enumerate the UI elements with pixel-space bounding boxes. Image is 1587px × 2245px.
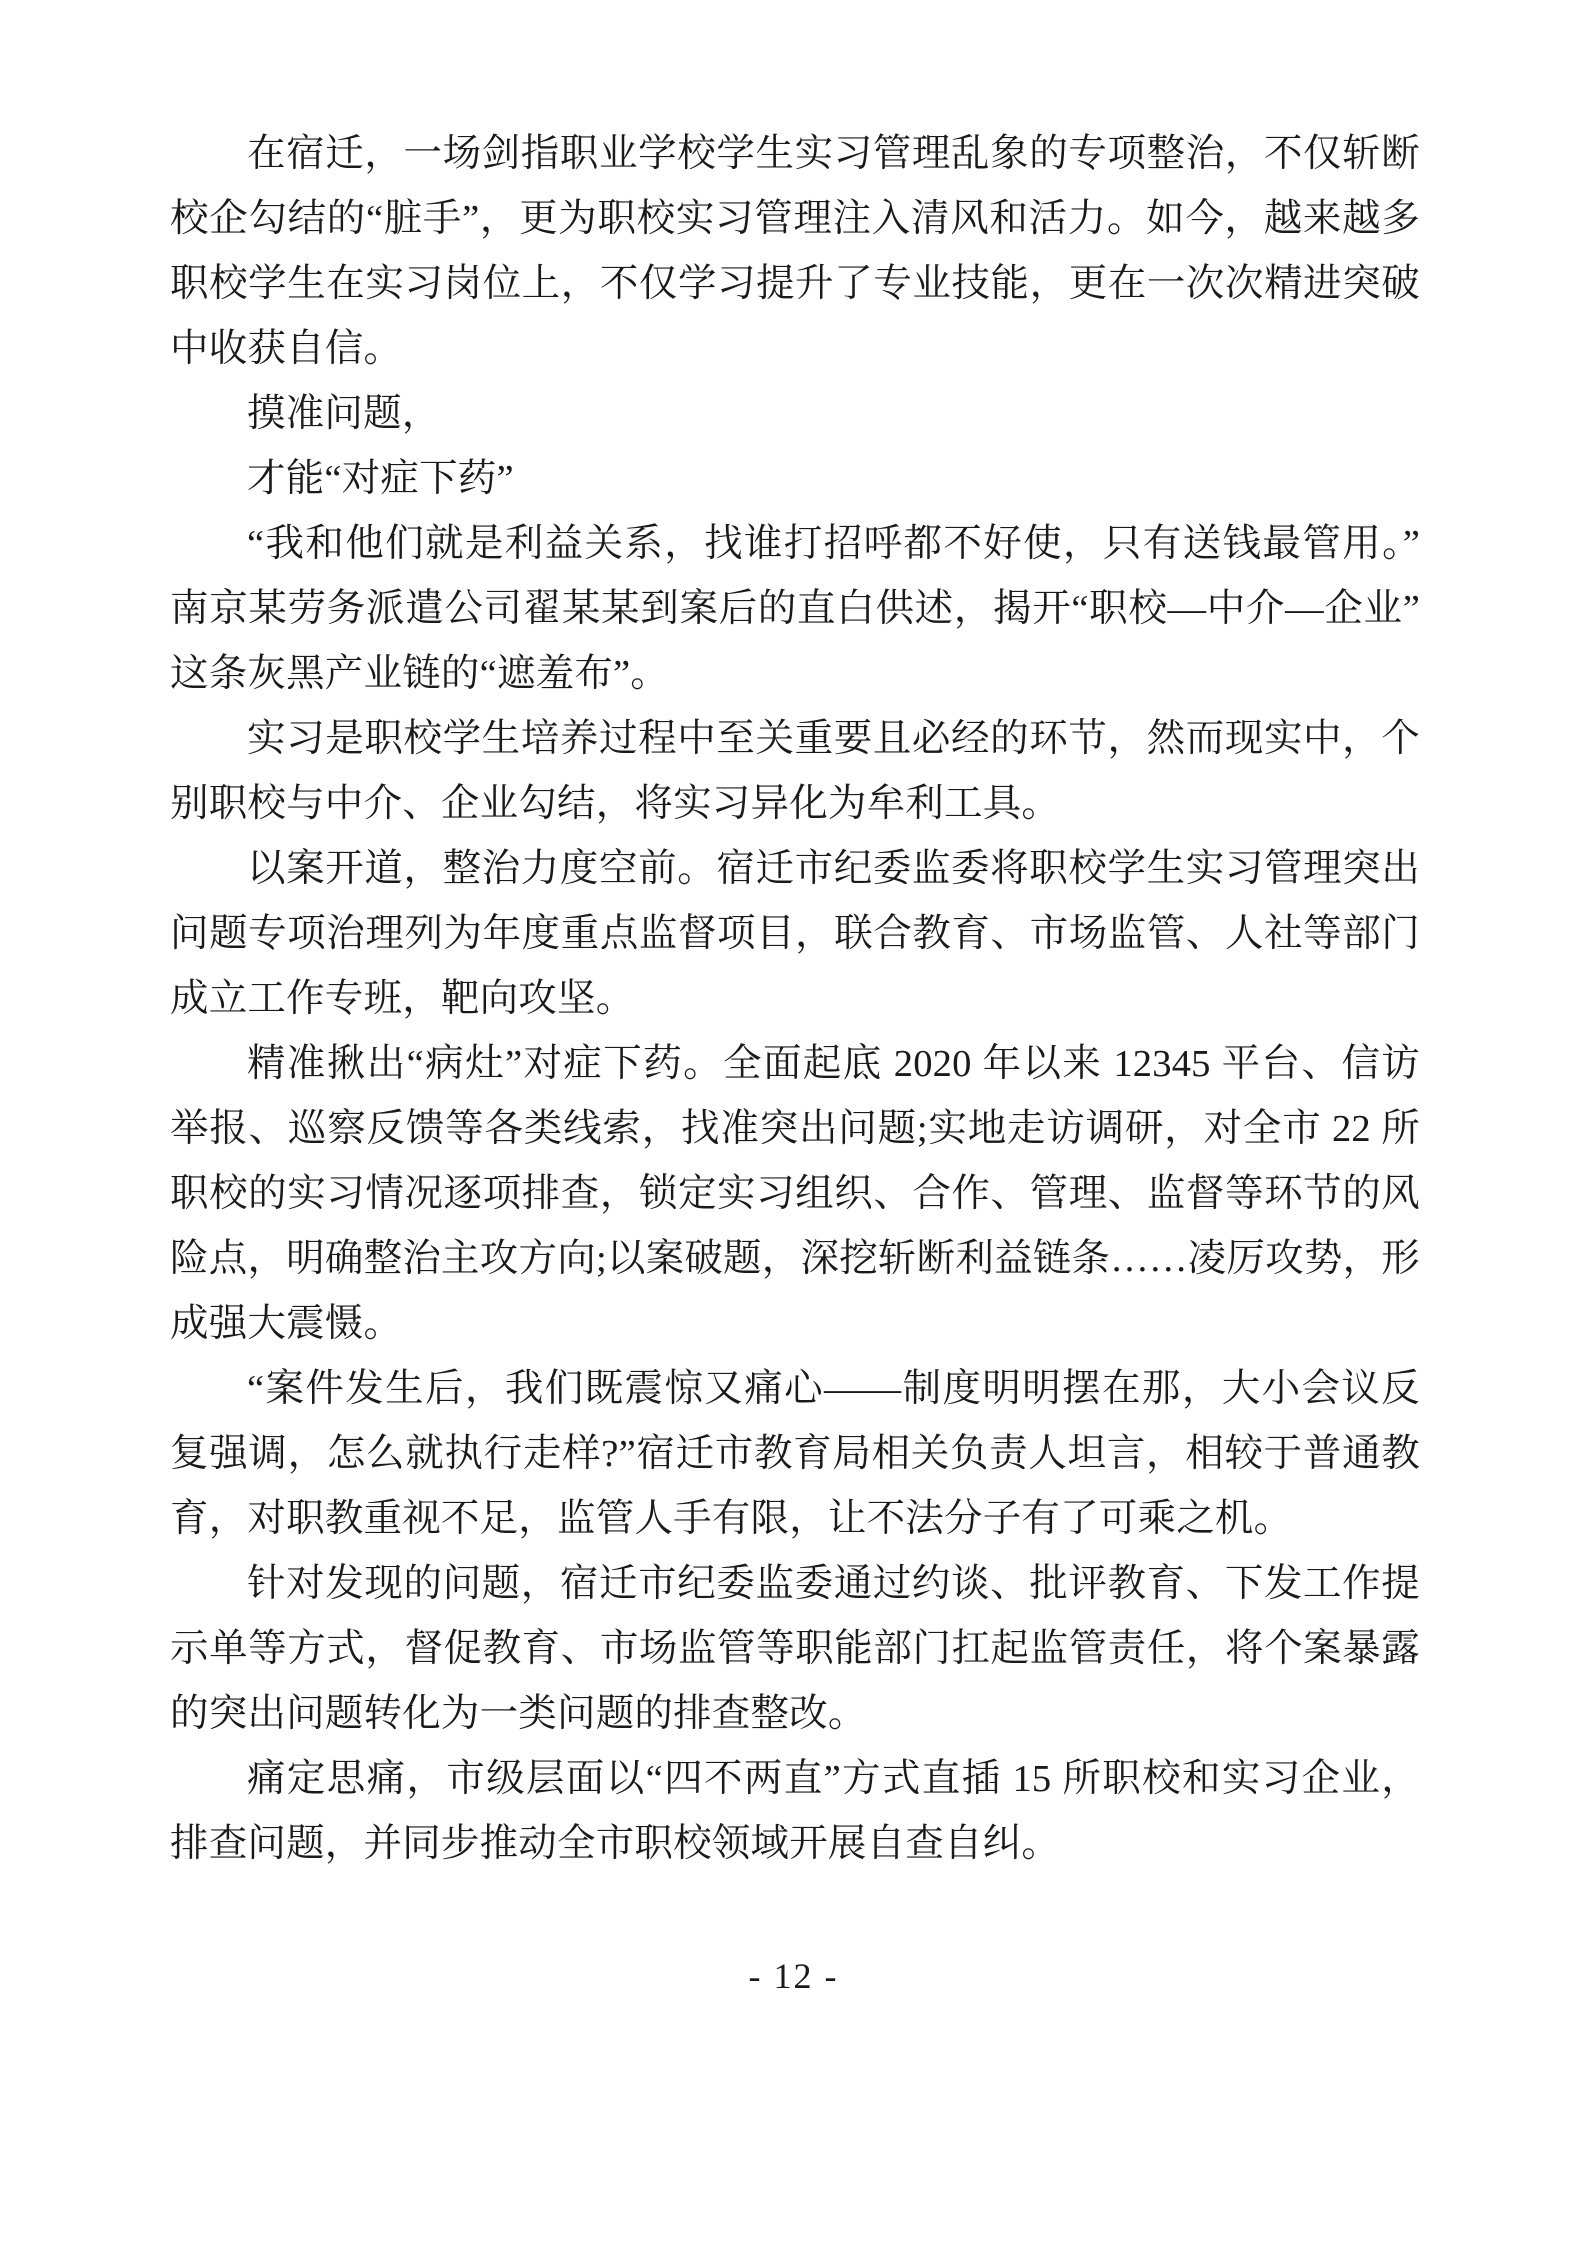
paragraph: 以案开道，整治力度空前。宿迁市纪委监委将职校学生实习管理突出问题专项治理列为年度重点监督项目，联合教育、市场监管、人社等部门成立工作专班，靶向攻坚。 [170,848,1420,1020]
paragraph: 在宿迁，一场剑指职业学校学生实习管理乱象的专项整治，不仅斩断校企勾结的“脏手”，更为职校实习管理注入清风和活力。如今，越来越多职校学生在实习岗位上，不仅学习提升了专业技能，更在一次次精进突破中收获自信。 [170,133,1420,370]
page-body [170,122,1420,1877]
paragraph: “案件发生后，我们既震惊又痛心——制度明明摆在那，大小会议反复强调，怎么就执行走样?”宿迁市教育局相关负责人坦言，相较于普通教育，对职教重视不足，监管人手有限，让不法分子有了可乘之机。 [170,1368,1420,1540]
paragraph: 痛定思痛，市级层面以“四不两直”方式直插 15 所职校和实习企业，排查问题，并同步推动全市职校领域开展自查自纠。 [170,1758,1420,1865]
paragraph: 精准揪出“病灶”对症下药。全面起底 2020 年以来 12345 平台、信访举报、巡察反馈等各类线索，找准突出问题;实地走访调研，对全市 22 所职校的实习情况逐项排查，锁定实习组织、合作、管理、监督等环节的风险点，明确整治主攻方向;以案破题，深挖斩断利益链条……凌厉攻势，形成强大震慑。 [170,1043,1420,1345]
paragraph: 摸准问题， [247,393,441,435]
paragraph: 针对发现的问题，宿迁市纪委监委通过约谈、批评教育、下发工作提示单等方式，督促教育、市场监管等职能部门扛起监管责任，将个案暴露的突出问题转化为一类问题的排查整改。 [170,1563,1420,1735]
paragraph: 实习是职校学生培养过程中至关重要且必经的环节，然而现实中，个别职校与中介、企业勾结，将实习异化为牟利工具。 [170,718,1420,825]
paragraph: 才能“对症下药” [247,458,514,500]
page-number: - 12 - [748,1956,839,1996]
paragraph: “我和他们就是利益关系，找谁打招呼都不好使，只有送钱最管用。”南京某劳务派遣公司翟某某到案后的直白供述，揭开“职校—中介—企业”这条灰黑产业链的“遮羞布”。 [170,523,1420,695]
